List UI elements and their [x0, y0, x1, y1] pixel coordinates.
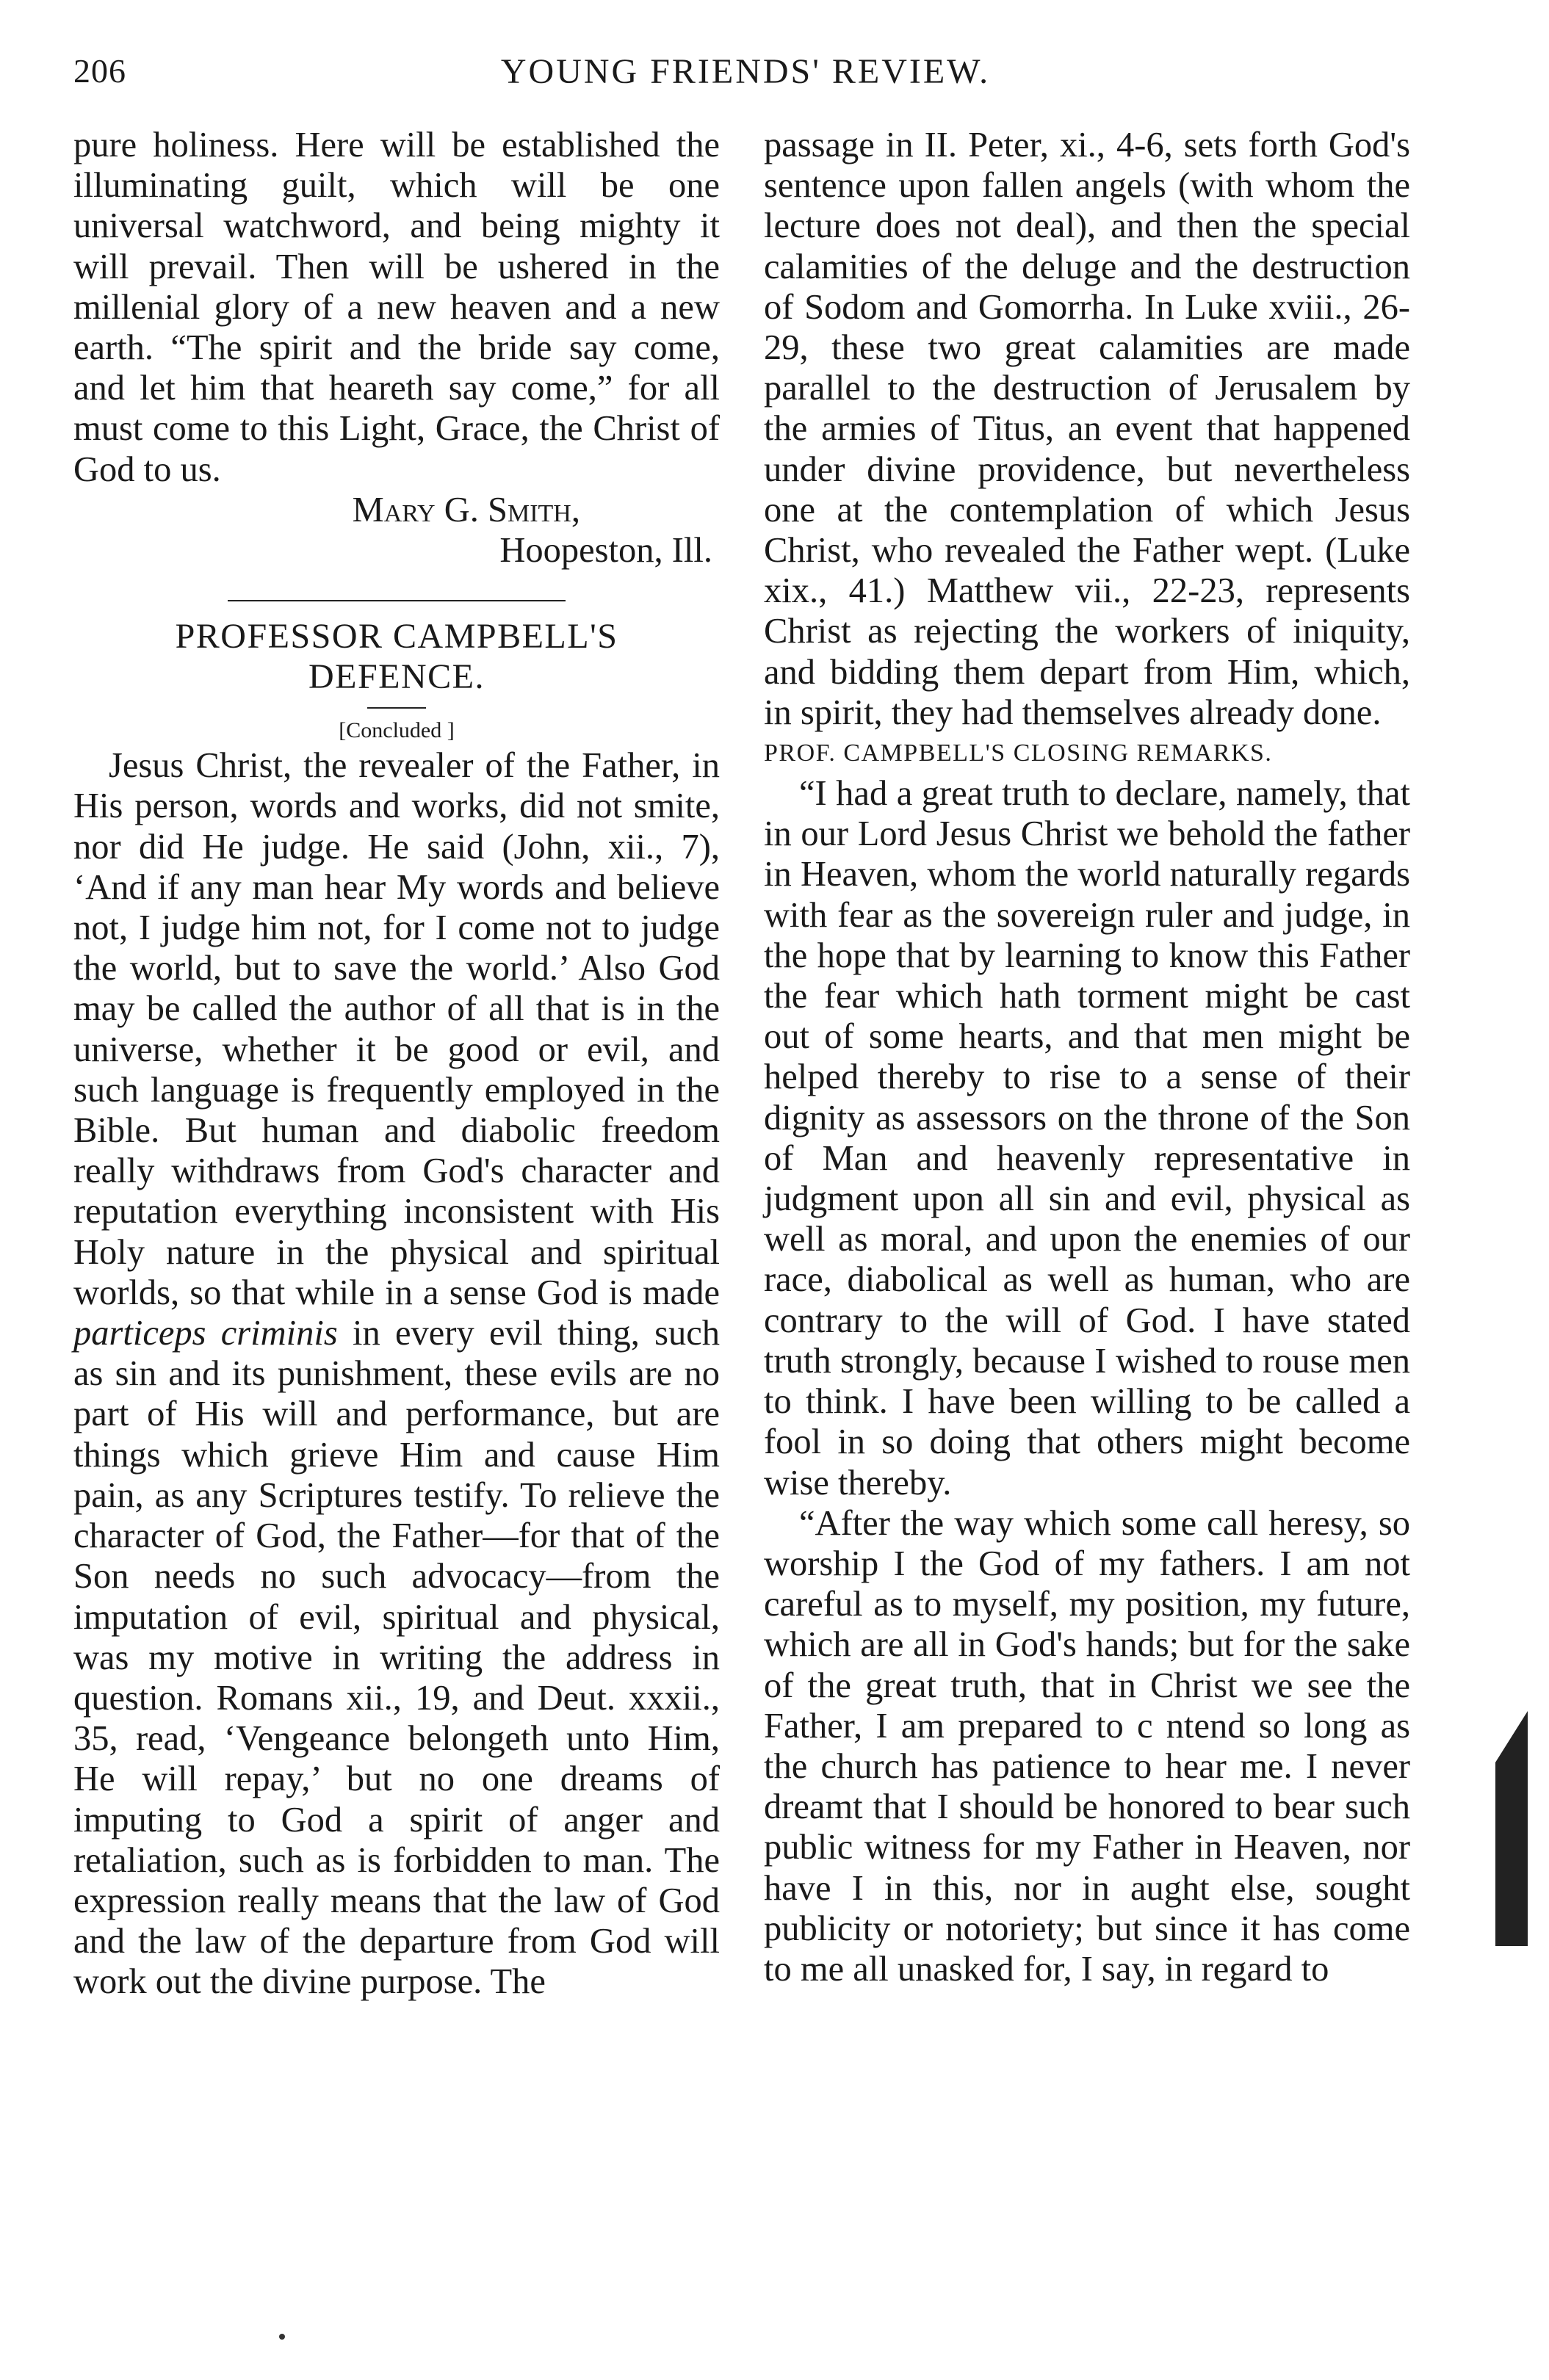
body-paragraph-1-text-b: in every evil thing, such as sin and its punishment, these evils are no part of His will and performance, but are things which grieve Him and cause Him pain, as any Scriptures testify. To relieve the character of God, the Father—for that of the Son needs no such advocacy—from the imputation of evil, spiritual and physical, was my motive in writing the address in question. Romans xii., 19, and Deut. xxxii., 35, read, ‘Vengeance belongeth unto Him, He will repay,’ but no one dreams of imputing to God a spirit of anger and retaliation, such as is forbidden to man. The expression really means that the law of God and the law of the departure from God will work out the divine purpose. The [73, 1314, 720, 2002]
right-column [764, 125, 1410, 1989]
body-paragraph-1-text-a: Jesus Christ, the revealer of the Father, in His person, words and works, did not smite, nor did He judge. He said (John, xii., 7), ‘And if any man hear My words and believe not, I judge him not, for I come not to judge the world, but to save the world.’ Also God may be called the author of all that is in the universe, whether it be good or evil, and such language is frequently employed in the Bible. But human and diabolic freedom really withdraws from God's character and reputation everything inconsistent with His Holy nature in the physical and spiritual worlds, so that while in a sense God is made [73, 746, 720, 1312]
opening-paragraph: pure holiness. Here will be established the illuminating guilt, which will be one universal watchword, and being mighty it will prevail. Then will be ushered in the millenial glory of a new heaven and a new earth. “The spirit and the bride say come, and let him that heareth say come,” for all must come to this Light, Grace, the Christ of God to us. [73, 126, 720, 489]
latin-phrase: particeps criminis [73, 1314, 338, 1353]
closing-remarks-subheading: PROF. CAMPBELL'S CLOSING REMARKS. [764, 739, 1273, 767]
left-column [73, 125, 720, 2003]
signature-name: Mary G. Smith, [352, 490, 580, 529]
body-paragraph-1 [73, 745, 720, 2002]
article-title-line-2: DEFENCE. [308, 657, 485, 697]
concluded-note: [Concluded ] [339, 718, 455, 743]
page-number: 206 [73, 52, 126, 90]
title-underline [367, 707, 426, 709]
ink-speck [279, 2334, 285, 2340]
page-header [73, 51, 1418, 110]
continuation-paragraph: passage in II. Peter, xi., 4-6, sets forth God's sentence upon fallen angels (with whom the lecture does not deal), and then the special calamities of the deluge and the destruction of Sodom and Gomorrha. In Luke xviii., 26-29, these two great calamities are made parallel to the destruction of Jerusalem by the armies of Titus, an event that happened under divine providence, but nevertheless one at the contemplation of which Jesus Christ, who revealed the Father wept. (Luke xix., 41.) Matthew vii., 22-23, represents Christ as rejecting the workers of iniquity, and bidding them depart from Him, which, in spirit, they had themselves already done. [764, 126, 1410, 732]
signature-place: Hoopeston, Ill. [499, 531, 712, 571]
running-title: YOUNG FRIENDS' REVIEW. [500, 52, 991, 91]
article-title-line-1: PROFESSOR CAMPBELL'S [175, 617, 618, 657]
page-edge-mark [1495, 1762, 1528, 1946]
page-edge-mark-tip [1495, 1711, 1528, 1762]
closing-remarks-paragraph-2: “After the way which some call heresy, so worship I the God of my fathers. I am not careful as to myself, my position, my future, which are all in God's hands; but for the sake of the great truth, that in Christ we see the Father, I am prepared to c ntend so long as the church has patience to hear me. I never dreamt that I should be honored to bear such public witness for my Father in Heaven, nor have I in this, nor in aught else, sought publicity or notoriety; but since it has come to me all unasked for, I say, in regard to [764, 1503, 1410, 1989]
closing-remarks-paragraph-1: “I had a great truth to declare, namely, that in our Lord Jesus Christ we behold the father in Heaven, whom the world naturally regards with fear as the sovereign ruler and judge, in the hope that by learning to know this Father the fear which hath torment might be cast out of some hearts, and that men might be helped thereby to rise to a sense of their dignity as assessors on the throne of the Son of Man and heavenly representative in judgment upon all sin and evil, physical as well as moral, and upon the enemies of our race, diabolical as well as human, who are contrary to the will of God. I have stated truth strongly, because I wished to rouse men to think. I have been willing to be called a fool in so doing that others might become wise thereby. [764, 774, 1410, 1502]
section-divider [228, 600, 566, 601]
